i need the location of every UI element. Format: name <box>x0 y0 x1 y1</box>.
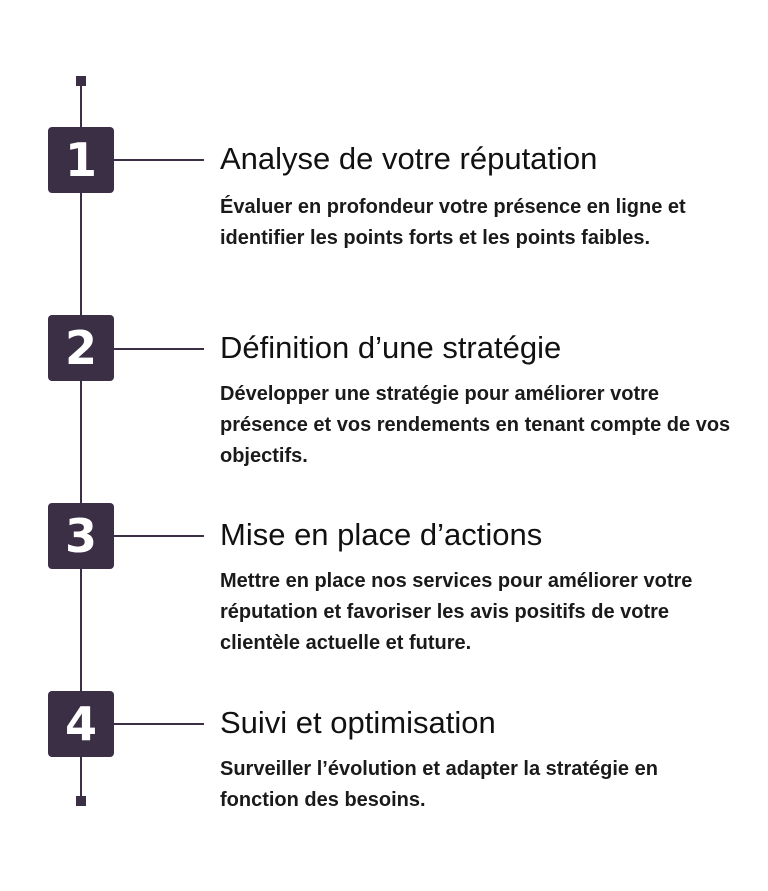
step-number-badge: 2 <box>48 315 114 381</box>
step-title: Analyse de votre réputation <box>220 141 598 176</box>
step-description: Mettre en place nos services pour améliorer votre réputation et favoriser les avis positifs de votre clientèle actuelle et future. <box>220 570 693 654</box>
step-description: Surveiller l’évolution et adapter la stratégie en fonction des besoins. <box>220 758 658 811</box>
step-description: Évaluer en profondeur votre présence en ligne et identifier les points forts et les points faibles. <box>220 196 686 249</box>
step-number-badge: 4 <box>48 691 114 757</box>
timeline-end-cap <box>76 796 86 806</box>
step-title: Mise en place d’actions <box>220 517 543 552</box>
step-connector-line <box>114 723 204 725</box>
step-title: Définition d’une stratégie <box>220 330 562 365</box>
step-title: Suivi et optimisation <box>220 705 496 740</box>
step-number-badge: 3 <box>48 503 114 569</box>
step-connector-line <box>114 159 204 161</box>
step-connector-line <box>114 535 204 537</box>
step-description: Développer une stratégie pour améliorer votre présence et vos rendements en tenant compte de vos objectifs. <box>220 383 731 467</box>
step-number-badge: 1 <box>48 127 114 193</box>
timeline-start-cap <box>76 76 86 86</box>
step-connector-line <box>114 348 204 350</box>
